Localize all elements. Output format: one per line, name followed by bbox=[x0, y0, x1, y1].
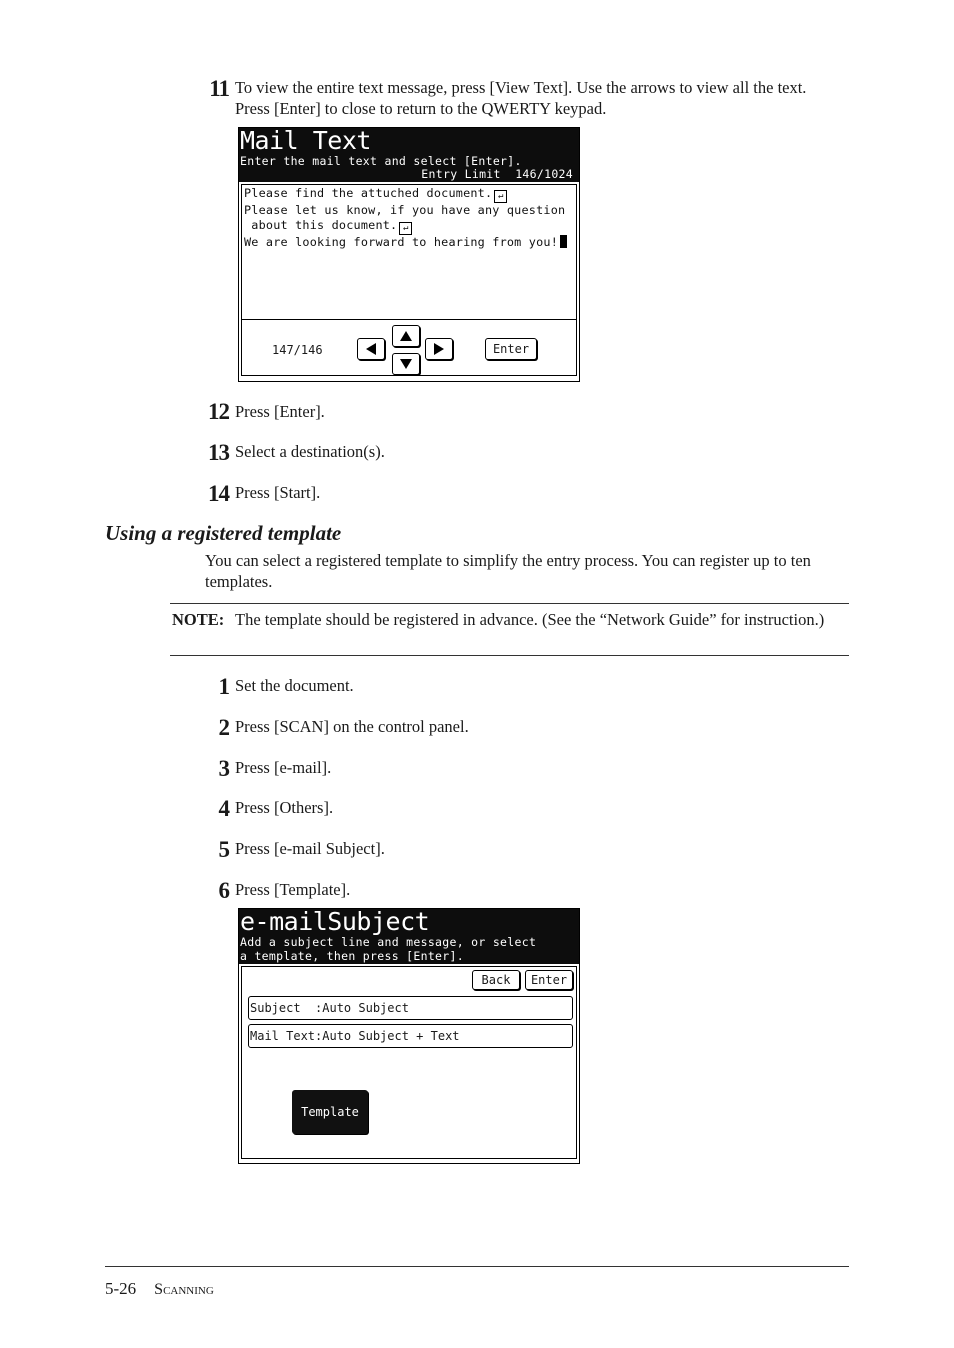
enter-button[interactable]: Enter bbox=[485, 338, 537, 360]
down-arrow-button[interactable] bbox=[392, 353, 420, 375]
section-heading: Using a registered template bbox=[105, 521, 342, 545]
step-text: Select a destination(s). bbox=[235, 442, 385, 461]
return-icon: ↵ bbox=[494, 190, 507, 203]
step-number: 2 bbox=[218, 715, 229, 740]
footer-rule bbox=[105, 1266, 849, 1267]
note-label: NOTE: bbox=[172, 610, 225, 629]
step-text: Set the document. bbox=[235, 676, 354, 695]
page-number: 5-26 bbox=[105, 1279, 137, 1298]
step-number: 13 bbox=[208, 440, 229, 465]
email-subject-screen bbox=[238, 908, 580, 1164]
step-number: 1 bbox=[218, 674, 229, 699]
right-arrow-icon bbox=[434, 343, 444, 355]
text-line: about this document. ↵ bbox=[244, 218, 574, 235]
step-text: Press [Others]. bbox=[235, 798, 334, 817]
return-icon: ↵ bbox=[399, 222, 412, 235]
step-number: 11 bbox=[209, 76, 229, 101]
step-text: Press [Template]. bbox=[235, 880, 351, 899]
down-arrow-icon bbox=[400, 359, 412, 369]
enter-button[interactable]: Enter bbox=[525, 970, 573, 990]
note-text: The template should be registered in advance. (See the “Network Guide” for instruction.) bbox=[235, 610, 825, 629]
position-counter: 147/146 bbox=[272, 343, 323, 357]
screen-header bbox=[239, 909, 579, 964]
step-text: Press [Enter]. bbox=[235, 402, 325, 421]
screen-instruction: Enter the mail text and select [Enter]. bbox=[240, 154, 522, 168]
step-text: To view the entire text message, press [View Text]. Use the arrows to view all the text. Press [Enter] to close to return to the QWERTY keypad. bbox=[235, 78, 807, 118]
back-button[interactable]: Back bbox=[472, 970, 520, 990]
text-line: Please let us know, if you have any question bbox=[244, 203, 566, 217]
subject-panel bbox=[241, 966, 577, 1159]
section-intro: You can select a registered template to simplify the entry process. You can register up to ten templates. bbox=[205, 551, 811, 591]
step-number: 14 bbox=[208, 481, 229, 506]
right-arrow-button[interactable] bbox=[425, 338, 453, 360]
mail-text-field[interactable]: Mail Text:Auto Subject + Text bbox=[248, 1024, 573, 1048]
step-text: Press [SCAN] on the control panel. bbox=[235, 717, 469, 736]
subject-field[interactable]: Subject :Auto Subject bbox=[248, 996, 573, 1020]
mail-text-content bbox=[242, 185, 576, 251]
note-box bbox=[170, 603, 849, 656]
left-arrow-button[interactable] bbox=[357, 338, 385, 360]
entry-limit: Entry Limit 146/1024 bbox=[421, 167, 573, 181]
screen-title: e-mailSubject bbox=[240, 907, 430, 936]
screen-title: Mail Text bbox=[240, 126, 371, 155]
divider bbox=[242, 319, 576, 320]
mail-text-area[interactable] bbox=[241, 184, 577, 376]
step-text: Press [Start]. bbox=[235, 483, 321, 502]
step-number: 3 bbox=[218, 756, 229, 781]
step-number: 12 bbox=[208, 399, 229, 424]
step-number: 6 bbox=[218, 878, 229, 903]
screen-instruction-line2: a template, then press [Enter]. bbox=[240, 949, 464, 963]
template-button[interactable]: Template bbox=[292, 1090, 368, 1134]
up-arrow-button[interactable] bbox=[392, 325, 420, 347]
screen-instruction-line1: Add a subject line and message, or select bbox=[240, 935, 537, 949]
step-text: Press [e-mail]. bbox=[235, 758, 332, 777]
text-cursor bbox=[560, 235, 567, 248]
up-arrow-icon bbox=[400, 331, 412, 341]
text-line: Please find the attuched document. ↵ bbox=[244, 186, 574, 203]
mail-text-screen bbox=[238, 127, 580, 382]
step-text: Press [e-mail Subject]. bbox=[235, 839, 385, 858]
chapter-name: Scanning bbox=[154, 1281, 214, 1298]
left-arrow-icon bbox=[366, 343, 376, 355]
text-line: We are looking forward to hearing from you! bbox=[244, 235, 574, 250]
step-number: 4 bbox=[218, 796, 229, 821]
screen-header bbox=[239, 128, 579, 182]
page-footer bbox=[105, 1279, 214, 1299]
step-number: 5 bbox=[218, 837, 229, 862]
